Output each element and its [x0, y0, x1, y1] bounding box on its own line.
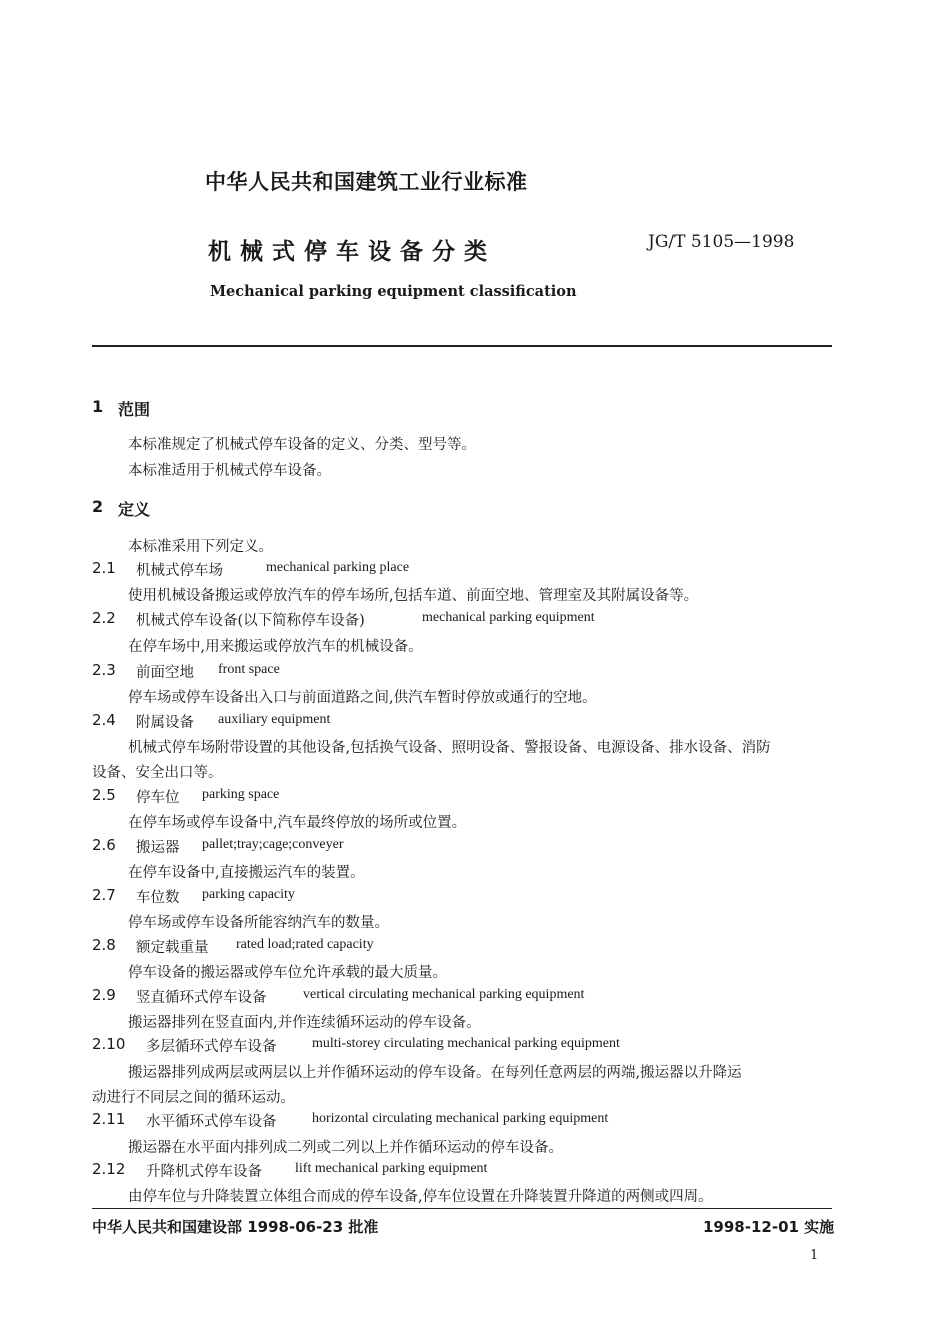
- def-number: 2.3: [92, 661, 116, 679]
- def-term-en: lift mechanical parking equipment: [295, 1161, 488, 1176]
- def-number: 2.6: [92, 836, 116, 854]
- def-number: 2.2: [92, 609, 116, 627]
- def-term: 车位数: [136, 890, 180, 906]
- def-term-en: rated load;rated capacity: [236, 937, 374, 952]
- def-term: 前面空地: [136, 665, 194, 681]
- def-number: 2.10: [92, 1035, 126, 1053]
- def-term-en: auxiliary equipment: [218, 712, 331, 727]
- issuing-standard-title: 中华人民共和国建筑工业行业标准: [205, 170, 528, 194]
- def-number: 2.12: [92, 1160, 126, 1178]
- def-term: 水平循环式停车设备: [146, 1114, 277, 1130]
- document-title-en: Mechanical parking equipment classification: [210, 283, 577, 300]
- def-description: 在停车设备中,直接搬运汽车的装置。: [128, 865, 365, 881]
- approval-line: 中华人民共和国建设部 1998-06-23 批准: [92, 1218, 379, 1236]
- def-description-continued: 动进行不同层之间的循环运动。: [92, 1090, 295, 1106]
- def-description: 在停车场中,用来搬运或停放汽车的机械设备。: [128, 639, 423, 655]
- def-term: 升降机式停车设备: [146, 1164, 262, 1180]
- def-description-continued: 设备、安全出口等。: [92, 765, 223, 781]
- def-term-en: mechanical parking place: [266, 560, 410, 575]
- standard-code: JG/T 5105—1998: [648, 232, 795, 252]
- def-term-en: parking space: [202, 787, 280, 802]
- def-number: 2.11: [92, 1110, 126, 1128]
- section-2-number: 2: [92, 497, 104, 516]
- def-number: 2.9: [92, 986, 116, 1004]
- def-term: 停车位: [136, 790, 180, 806]
- def-number: 2.5: [92, 786, 116, 804]
- section-1-number: 1: [92, 397, 104, 416]
- section-1-heading: 范围: [118, 400, 151, 419]
- def-term-en: parking capacity: [202, 887, 295, 902]
- def-number: 2.1: [92, 559, 116, 577]
- document-title-cn: 机械式停车设备分类: [208, 239, 496, 265]
- section-1-para-1: 本标准规定了机械式停车设备的定义、分类、型号等。: [128, 437, 476, 453]
- def-term: 多层循环式停车设备: [146, 1039, 277, 1055]
- page-number: 1: [810, 1248, 819, 1263]
- def-description: 停车设备的搬运器或停车位允许承载的最大质量。: [128, 965, 447, 981]
- def-term-en: multi-storey circulating mechanical parking equipment: [312, 1036, 620, 1051]
- def-number: 2.7: [92, 886, 116, 904]
- def-description: 使用机械设备搬运或停放汽车的停车场所,包括车道、前面空地、管理室及其附属设备等。: [128, 588, 699, 604]
- implementation-date: 1998-12-01 实施: [703, 1218, 835, 1236]
- def-description: 停车场或停车设备所能容纳汽车的数量。: [128, 915, 389, 931]
- def-description: 在停车场或停车设备中,汽车最终停放的场所或位置。: [128, 815, 467, 831]
- section-1-para-2: 本标准适用于机械式停车设备。: [128, 463, 331, 479]
- section-2-heading: 定义: [118, 500, 151, 519]
- section-2-intro: 本标准采用下列定义。: [128, 539, 273, 555]
- def-term: 额定载重量: [136, 940, 209, 956]
- footer-divider: [92, 1208, 832, 1209]
- def-term-en: vertical circulating mechanical parking equipment: [303, 987, 585, 1002]
- header-divider: [92, 345, 832, 347]
- def-term-en: horizontal circulating mechanical parking equipment: [312, 1111, 609, 1126]
- def-term: 机械式停车场: [136, 563, 223, 579]
- def-term: 机械式停车设备(以下简称停车设备): [136, 613, 365, 629]
- def-term: 竖直循环式停车设备: [136, 990, 267, 1006]
- def-description: 由停车位与升降装置立体组合而成的停车设备,停车位设置在升降装置升降道的两侧或四周。: [128, 1189, 713, 1205]
- def-term: 附属设备: [136, 715, 194, 731]
- def-term-en: front space: [218, 662, 280, 677]
- def-number: 2.4: [92, 711, 116, 729]
- def-description: 搬运器在水平面内排列成二列或二列以上并作循环运动的停车设备。: [128, 1140, 563, 1156]
- def-description: 搬运器排列成两层或两层以上并作循环运动的停车设备。在每列任意两层的两端,搬运器以升降运: [128, 1065, 742, 1081]
- def-term-en: pallet;tray;cage;conveyer: [202, 837, 344, 852]
- def-description: 机械式停车场附带设置的其他设备,包括换气设备、照明设备、警报设备、电源设备、排水设备、消防: [128, 740, 771, 756]
- def-term-en: mechanical parking equipment: [422, 610, 595, 625]
- def-term: 搬运器: [136, 840, 180, 856]
- def-number: 2.8: [92, 936, 116, 954]
- def-description: 停车场或停车设备出入口与前面道路之间,供汽车暂时停放或通行的空地。: [128, 690, 597, 706]
- def-description: 搬运器排列在竖直面内,并作连续循环运动的停车设备。: [128, 1015, 481, 1031]
